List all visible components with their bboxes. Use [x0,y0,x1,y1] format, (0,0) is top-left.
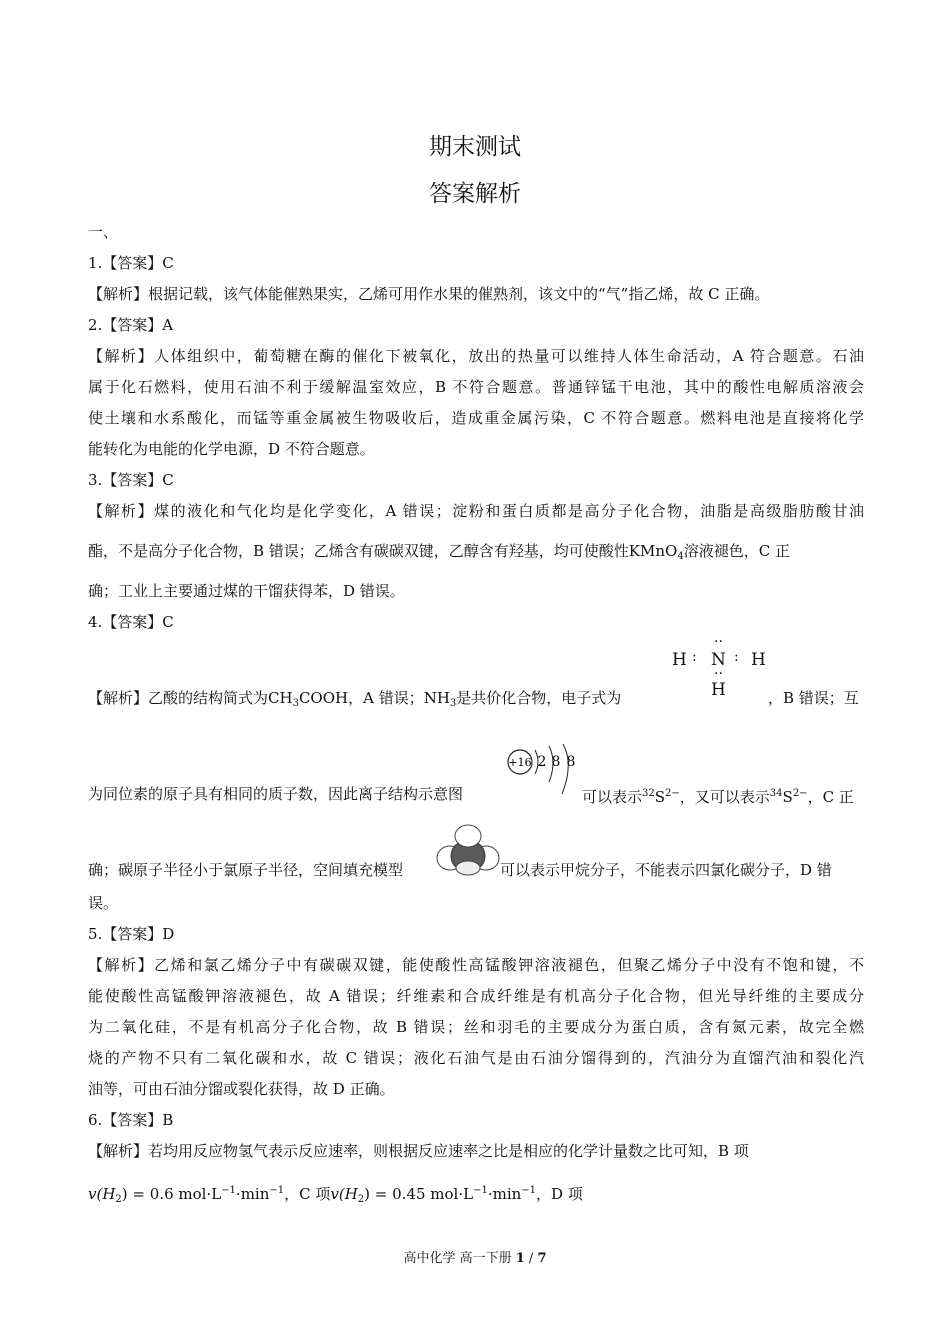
q2-answer: 2.【答案】A [88,316,174,334]
q4-explanation-line [88,860,864,880]
shell-electrons: 2 [537,754,547,770]
page-number: 1 [515,1251,525,1266]
rate-expression: ) = 0.45 mol·L [364,1185,474,1203]
footer-label: 高中化学 高一下册 [403,1251,516,1266]
subscript: 2 [115,1194,122,1205]
formula: S [654,788,666,806]
q6-text: ，D 项 [536,1185,583,1203]
q4-text-group [582,784,854,807]
q5-explanation-line: 【解析】乙烯和氯乙烯分子中有碳碳双键，能使酸性高锰酸钾溶液褪色，但聚乙烯分子中没有不饱和键，不 [88,956,864,974]
n-atom: N [711,650,726,670]
q3-explanation-line: 【解析】煤的液化和气化均是化学变化，A 错误；淀粉和蛋白质都是高分子化合物，油脂是高级脂肪酸甘油 [88,502,864,520]
electron-pair: ·· [714,634,723,650]
q3-explanation-line: 确；工业上主要通过煤的干馏获得苯，D 错误。 [88,582,405,600]
superscript: 32 [642,788,655,799]
q2-explanation-line: 使土壤和水系酸化，而锰等重金属被生物吸收后，造成重金属污染，C 不符合题意。燃料电池是直接将化学 [88,409,865,427]
q1-explanation: 【解析】根据记载，该气体能催熟果实，乙烯可用作水果的催熟剂，该文中的“气”指乙烯，故 C 正确。 [88,285,770,303]
q4-explanation-line [88,688,864,714]
q4-text: ，B 错误；互 [768,689,859,707]
superscript: −1 [473,1185,488,1196]
kmno4-formula: KMnO [628,542,678,560]
shell-electrons: 8 [566,754,576,770]
page-total: 7 [537,1251,547,1266]
page-footer [0,1247,950,1266]
q5-explanation-line: 为二氧化硅，不是有机高分子化合物，故 B 错误；丝和羽毛的主要成分为蛋白质，含有氮元素，故完全燃 [88,1018,864,1036]
superscript: 2− [792,788,808,799]
q3-text: 溶液褪色，C 正 [683,542,790,560]
q4-answer: 4.【答案】C [88,613,174,631]
superscript: −1 [269,1185,285,1196]
q6-text: ，C 项 [284,1185,331,1203]
formula: COOH，A 错误；NH [298,689,450,707]
q4-text: ，又可以表示 [679,788,770,806]
electron-pair: : [692,649,697,665]
h-atom: H [751,650,766,670]
q1-answer: 1.【答案】C [88,254,174,272]
shell-electrons: 8 [551,754,561,770]
q5-explanation-line: 能使酸性高锰酸钾溶液褪色，故 A 错误；纤维素和合成纤维是有机高分子化合物，但光导纤维的主要成分 [88,987,864,1005]
q2-explanation-line: 属于化石燃料，使用石油不利于缓解温室效应，B 不符合题意。普通锌锰干电池，其中的酸性电解质溶液会 [88,378,864,396]
q3-answer: 3.【答案】C [88,471,174,489]
q4-text: 可以表示甲烷分子，不能表示四氯化碳分子，D 错 [500,861,832,879]
electron-pair: : [734,649,739,665]
q2-explanation-line: 【解析】人体组织中，葡萄糖在酶的催化下被氧化，放出的热量可以维持人体生命活动，A 符合题意。石油 [88,347,864,365]
page-subtitle: 答案解析 [429,181,521,207]
subscript: 3 [292,698,299,709]
subscript: 2 [357,1194,365,1205]
q3-text: 酯，不是高分子化合物，B 错误；乙烯含有碳碳双键，乙醇含有羟基，均可使酸性 [88,542,629,560]
page-title: 期末测试 [429,134,521,160]
q4-text: 是共价化合物，电子式为 [456,689,622,707]
q2-explanation-line: 能转化为电能的化学电源，D 不符合题意。 [88,440,375,458]
rate-expression: ) = 0.6 mol·L [121,1185,222,1203]
rate-expression: v(H [88,1185,116,1203]
q3-explanation-line [88,541,864,567]
nucleus-charge: +16 [508,756,532,769]
q5-explanation-line: 油等，可由石油分馏或裂化获得，故 D 正确。 [88,1080,395,1098]
electron-pair: ·· [714,666,723,682]
superscript: 34 [769,788,783,799]
h-atom: H [672,650,687,670]
subscript: 3 [449,698,457,709]
q6-explanation-line: 【解析】若均用反应物氢气表示反应速率，则根据反应速率之比是相应的化学计量数之比可知，B 项 [88,1142,749,1160]
q4-text: 【解析】乙酸的结构简式为 [88,689,269,707]
subscript: 4 [677,551,684,562]
q4-text: 为同位素的原子具有相同的质子数，因此离子结构示意图 [88,785,464,803]
rate-expression: ·min [487,1185,522,1203]
superscript: −1 [221,1185,236,1196]
q4-text: ，C 正 [807,788,854,806]
formula: S [782,788,793,806]
q5-answer: 5.【答案】D [88,925,175,943]
q4-explanation-line: 误。 [88,894,119,912]
rate-expression: ·min [235,1185,270,1203]
section-heading: 一、 [88,223,119,241]
superscript: −1 [521,1185,537,1196]
q4-text: 可以表示 [582,788,643,806]
superscript: 2− [665,788,680,799]
q4-explanation-line [88,784,864,804]
q6-answer: 6.【答案】B [88,1111,174,1129]
q4-text: 确；碳原子半径小于氯原子半径，空间填充模型 [88,861,404,879]
q5-explanation-line: 烧的产物不只有二氧化碳和水，故 C 错误；液化石油气是由石油分馏得到的，汽油分为直馏汽油和裂化汽 [88,1049,864,1067]
rate-expression: v(H [330,1185,358,1203]
q6-rate-line [88,1181,864,1210]
h-atom: H [711,680,726,700]
formula: CH [268,689,293,707]
page-separator: / [524,1251,538,1266]
